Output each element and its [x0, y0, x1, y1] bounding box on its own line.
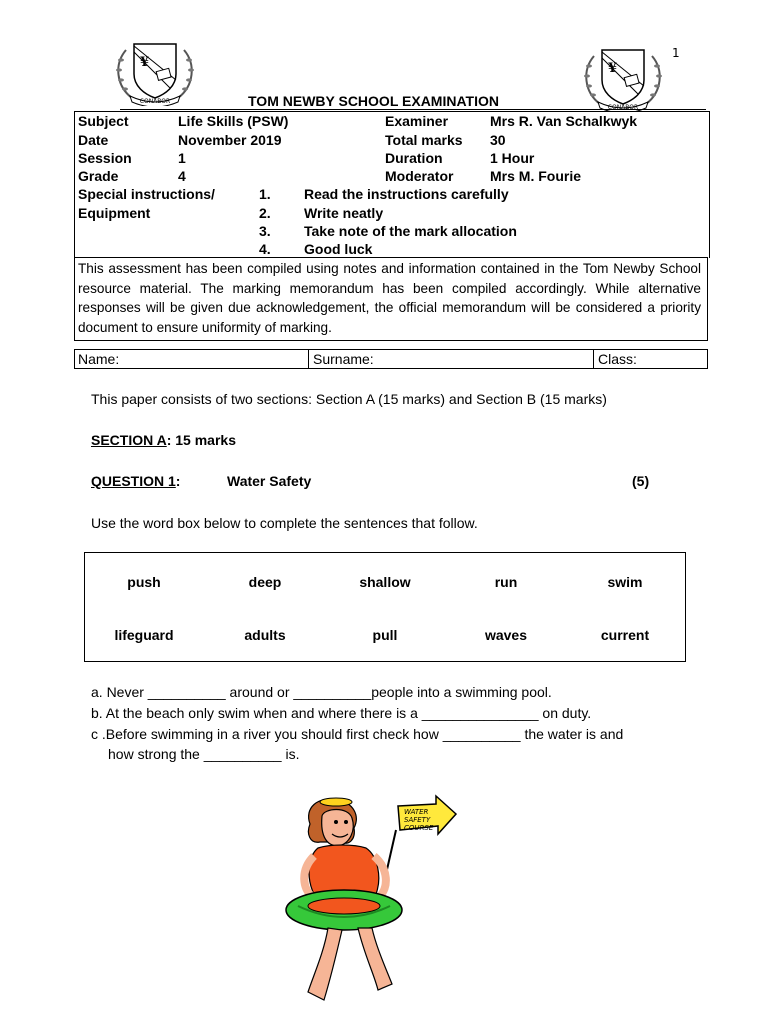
word-box-item: current: [600, 627, 650, 643]
header-value: Mrs M. Fourie: [490, 168, 582, 184]
exam-header-table: [74, 111, 710, 258]
instruction-text: Write neatly: [304, 205, 384, 221]
page-number: 1: [672, 46, 680, 60]
section-a-marks: : 15 marks: [166, 432, 236, 448]
crest-motto: CONABOR: [139, 98, 171, 105]
instruction-number: 4.: [259, 241, 271, 257]
header-label: Duration: [385, 150, 443, 166]
header-value: 1 Hour: [490, 150, 535, 166]
sentence-b: b. At the beach only swim when and where there is a _______________ on duty.: [91, 705, 592, 721]
question-1-label: QUESTION 1: [91, 473, 176, 489]
school-crest-right: [580, 46, 666, 112]
school-crest-left: [112, 40, 198, 106]
section-a-label: SECTION A: [91, 432, 167, 448]
word-box-item: shallow: [359, 574, 411, 590]
word-box-item: run: [494, 574, 518, 590]
question-1-colon: :: [175, 473, 181, 489]
header-row: [75, 112, 709, 130]
word-box-item: swim: [607, 574, 643, 590]
field-divider: [308, 350, 309, 368]
name-field[interactable]: Name:: [78, 351, 120, 367]
word-box-item: lifeguard: [114, 627, 174, 643]
sign-text: COURSE: [404, 824, 434, 832]
exam-title: TOM NEWBY SCHOOL EXAMINATION: [248, 93, 499, 109]
header-label: Examiner: [385, 113, 449, 129]
header-row: [75, 150, 709, 168]
class-field[interactable]: Class:: [598, 351, 637, 367]
header-label: Grade: [78, 168, 119, 184]
header-value: Life Skills (PSW): [178, 113, 289, 129]
question-1-heading: [91, 473, 180, 489]
sentence-c-line-2: how strong the __________ is.: [108, 746, 300, 762]
instruction-text: Good luck: [304, 241, 373, 257]
word-box-item: push: [127, 574, 161, 590]
word-box: [84, 552, 686, 662]
header-label: Total marks: [385, 132, 463, 148]
header-label: Subject: [78, 113, 129, 129]
sentence-c-line-1: c .Before swimming in a river you should first check how __________ the water is and: [91, 726, 624, 742]
field-divider: [593, 350, 594, 368]
header-value: 1: [178, 150, 186, 166]
instruction-number: 2.: [259, 205, 271, 221]
assessment-note: This assessment has been compiled using notes and information contained in the Tom Newby School resource material. The marking memorandum has been compiled accordingly. While alternative responses will be given due acknowledgement, the official memorandum will be considered a priority document to ensure uniformity of marking.: [74, 257, 708, 341]
student-details-row: [74, 349, 708, 369]
word-box-instruction: Use the word box below to complete the sentences that follow.: [91, 515, 478, 531]
instruction-number: 1.: [259, 186, 271, 202]
instruction-number: 3.: [259, 223, 271, 239]
water-safety-sign: [386, 796, 456, 874]
question-1-topic: Water Safety: [227, 473, 312, 489]
word-box-item: pull: [372, 627, 398, 643]
crest-motto: CONABOR: [607, 104, 639, 111]
word-box-item: waves: [484, 627, 528, 643]
header-value: November 2019: [178, 132, 282, 148]
word-box-item: deep: [248, 574, 282, 590]
svg-text:¥: ¥: [140, 55, 150, 70]
header-row: [75, 168, 709, 186]
svg-text:¥: ¥: [608, 61, 618, 76]
header-label: Moderator: [385, 168, 454, 184]
header-value: 4: [178, 168, 186, 184]
sentence-a: a. Never __________ around or __________people into a swimming pool.: [91, 684, 552, 700]
instruction-text: Take note of the mark allocation: [304, 223, 517, 239]
header-value: Mrs R. Van Schalkwyk: [490, 113, 638, 129]
sign-text: SAFETY: [404, 816, 431, 824]
section-a-heading: [91, 432, 236, 448]
instructions-label: Equipment: [78, 205, 151, 221]
header-label: Session: [78, 150, 132, 166]
question-1-marks: (5): [632, 473, 650, 489]
sign-text: WATER: [404, 808, 429, 816]
title-rule: [120, 109, 706, 110]
word-box-item: adults: [244, 627, 286, 643]
header-label: Date: [78, 132, 109, 148]
water-safety-illustration: [284, 794, 460, 1008]
header-value: 30: [490, 132, 506, 148]
paper-intro: This paper consists of two sections: Section A (15 marks) and Section B (15 marks): [91, 391, 607, 407]
header-row: [75, 131, 709, 149]
instructions-label: Special instructions/: [78, 186, 215, 202]
instruction-text: Read the instructions carefully: [304, 186, 509, 202]
surname-field[interactable]: Surname:: [313, 351, 374, 367]
